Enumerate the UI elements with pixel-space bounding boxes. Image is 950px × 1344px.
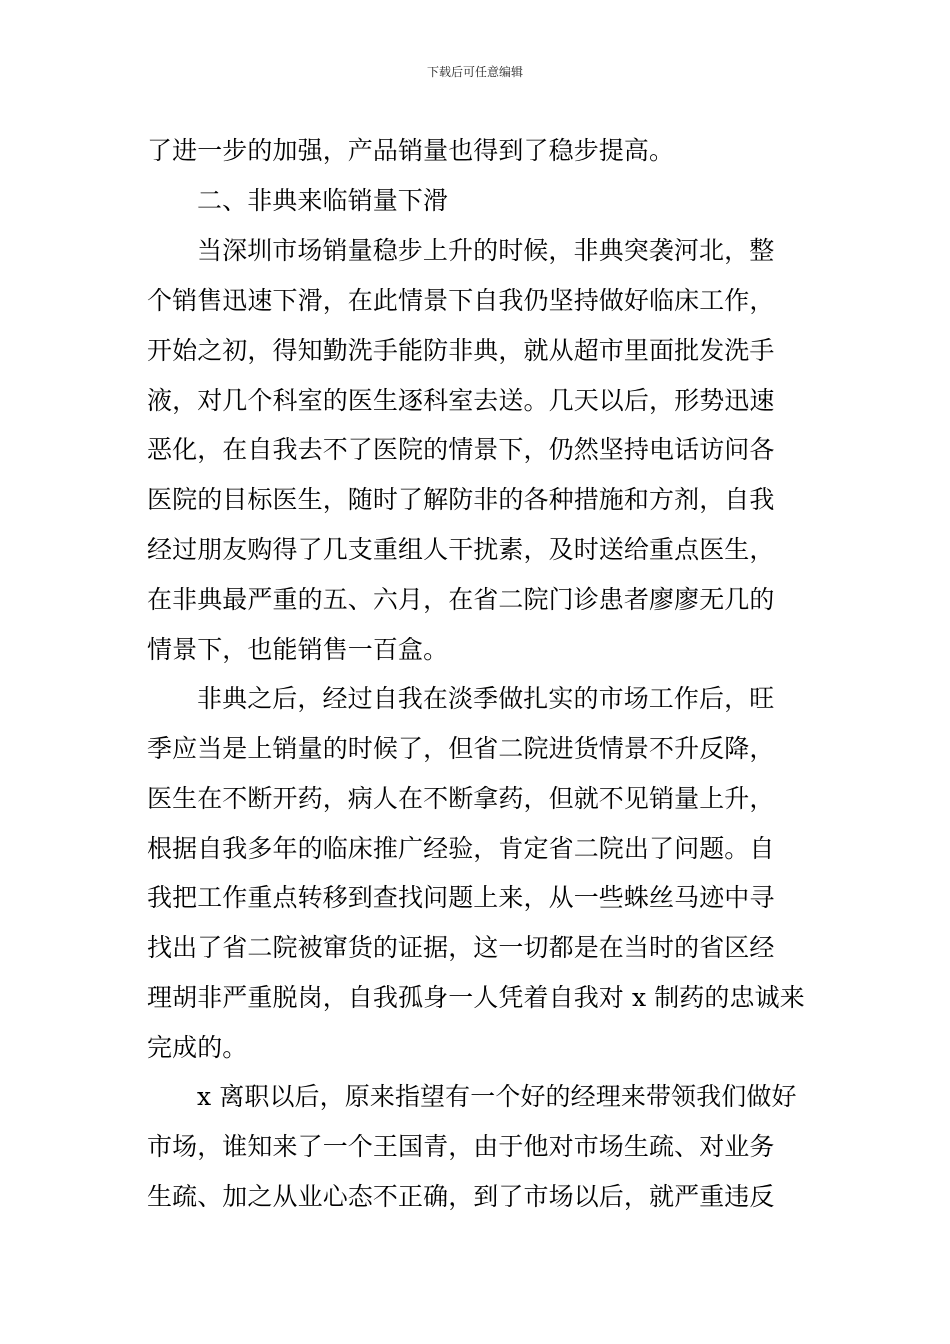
text-line: 我把工作重点转移到查找问题上来，从一些蛛丝马迹中寻	[147, 883, 775, 912]
text-line: 医院的目标医生，随时了解防非的各种措施和方剂，自我	[147, 485, 775, 514]
section-heading: 二、非典来临销量下滑	[197, 186, 449, 215]
text-line: 开始之初，得知勤洗手能防非典，就从超市里面批发洗手	[147, 336, 775, 365]
text-line: 根据自我多年的临床推广经验，肯定省二院出了问题。自	[147, 834, 775, 863]
text-line: 在非典最严重的五、六月，在省二院门诊患者廖廖无几的	[147, 585, 775, 614]
text-line: 情景下，也能销售一百盒。	[147, 635, 449, 664]
text-line: x 离职以后，原来指望有一个好的经理来带领我们做好	[197, 1082, 797, 1111]
text-line: 非典之后，经过自我在淡季做扎实的市场工作后，旺	[197, 684, 775, 713]
text-line: 了进一步的加强，产品销量也得到了稳步提高。	[147, 136, 675, 165]
text-line: 生疏、加之从业心态不正确，到了市场以后，就严重违反	[147, 1182, 775, 1211]
text-line: 市场，谁知来了一个王国青，由于他对市场生疏、对业务	[147, 1132, 775, 1161]
text-line: 找出了省二院被窜货的证据，这一切都是在当时的省区经	[147, 933, 775, 962]
text-line: 经过朋友购得了几支重组人干扰素，及时送给重点医生，	[147, 535, 775, 564]
text-line: 恶化，在自我去不了医院的情景下，仍然坚持电话访问各	[147, 435, 775, 464]
text-line: 液，对几个科室的医生逐科室去送。几天以后，形势迅速	[147, 386, 775, 415]
text-line: 理胡非严重脱岗，自我孤身一人凭着自我对 x 制药的忠诚来	[147, 983, 805, 1012]
text-line: 医生在不断开药，病人在不断拿药，但就不见销量上升，	[147, 784, 775, 813]
text-line: 当深圳市场销量稳步上升的时候，非典突袭河北，整	[197, 236, 775, 265]
text-line: 完成的。	[147, 1033, 248, 1062]
page-header: 下载后可任意编辑	[426, 65, 523, 79]
text-line: 个销售迅速下滑，在此情景下自我仍坚持做好临床工作，	[147, 286, 775, 315]
text-line: 季应当是上销量的时候了，但省二院进货情景不升反降，	[147, 734, 775, 763]
